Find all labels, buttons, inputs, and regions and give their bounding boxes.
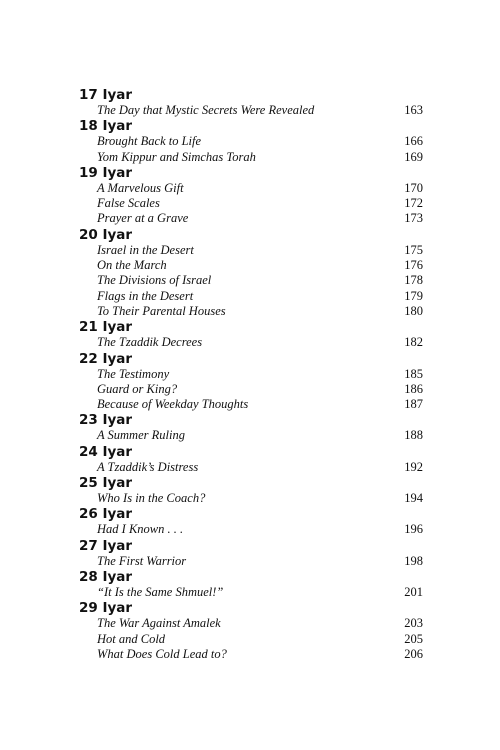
entry-page-number: 185 [404,366,423,381]
toc-entry [79,397,423,412]
entry-page-number: 173 [404,211,423,226]
entry-page-number: 203 [404,616,423,631]
entry-page-number: 192 [404,459,423,474]
entry-page-number: 205 [404,631,423,646]
entry-page-number: 186 [404,381,423,396]
section-heading: 21 Iyar [79,319,133,336]
entry-page-number: 198 [404,553,423,568]
toc-section [79,227,423,319]
toc-section [79,412,423,443]
entry-list [79,460,423,475]
toc-section [79,118,423,165]
toc-section [79,600,423,662]
toc-entry [79,522,423,537]
toc-entry [79,211,423,226]
toc-entry [79,647,423,662]
toc-entry [79,150,423,165]
entry-list [79,335,423,350]
toc-section [79,475,423,506]
entry-title: “It Is the Same Shmuel!” [97,584,224,599]
toc-entry [79,258,423,273]
entry-page-number: 175 [404,242,423,257]
entry-title: Who Is in the Coach? [97,491,206,506]
entry-page-number: 170 [404,180,423,195]
entry-title: Brought Back to Life [97,134,202,149]
entry-page-number: 194 [404,491,423,506]
entry-page-number: 180 [404,303,423,318]
entry-page-number: 188 [404,428,423,443]
toc-section [79,569,423,600]
toc-entry [79,616,423,631]
entry-page-number: 176 [404,258,423,273]
toc-entry [79,134,423,149]
toc-entry [79,243,423,258]
entry-title: On the March [97,258,167,273]
entry-page-number: 206 [404,646,423,661]
toc-entry [79,554,423,569]
toc-entry [79,304,423,319]
toc-entry [79,335,423,350]
entry-page-number: 179 [404,288,423,303]
section-heading: 24 Iyar [79,443,133,460]
section-heading: 22 Iyar [79,350,133,367]
toc-entry [79,181,423,196]
toc-entry [79,103,423,118]
entry-title: A Marvelous Gift [97,180,184,195]
entry-title: Had I Known . . . [97,522,184,537]
entry-title: Because of Weekday Thoughts [97,397,249,412]
entry-page-number: 182 [404,335,423,350]
toc-entry [79,428,423,443]
toc-section [79,165,423,227]
section-heading: 19 Iyar [79,164,133,181]
table-of-contents [79,87,423,662]
entry-title: The Divisions of Israel [97,273,212,288]
toc-section [79,444,423,475]
entry-title: Israel in the Desert [97,242,194,257]
entry-list [79,554,423,569]
toc-entry [79,382,423,397]
entry-title: The Tzaddik Decrees [97,335,203,350]
entry-list [79,616,423,662]
entry-list [79,585,423,600]
toc-section [79,506,423,537]
entry-list [79,491,423,506]
entry-title: The Testimony [97,366,170,381]
entry-page-number: 163 [404,103,423,117]
section-heading: 23 Iyar [79,412,133,429]
entry-list [79,134,423,165]
entry-list [79,103,423,118]
entry-title: Hot and Cold [97,631,166,646]
entry-page-number: 172 [404,196,423,211]
toc-entry [79,273,423,288]
section-heading: 26 Iyar [79,506,133,523]
entry-title: A Summer Ruling [97,428,185,443]
toc-entry [79,585,423,600]
toc-section [79,319,423,350]
entry-page-number: 169 [404,149,423,164]
entry-title: Prayer at a Grave [97,211,189,226]
toc-entry [79,632,423,647]
toc-entry [79,289,423,304]
entry-title: The War Against Amalek [97,616,221,631]
entry-title: The First Warrior [97,553,187,568]
toc-entry [79,460,423,475]
section-heading: 27 Iyar [79,537,133,554]
entry-title: A Tzaddik’s Distress [97,459,199,474]
entry-title: The Day that Mystic Secrets Were Revealed [97,103,315,117]
section-heading: 18 Iyar [79,118,133,135]
toc-entry [79,491,423,506]
toc-section [79,351,423,413]
section-heading: 29 Iyar [79,600,133,617]
entry-title: To Their Parental Houses [97,303,226,318]
entry-list [79,522,423,537]
section-heading: 20 Iyar [79,226,133,243]
toc-section [79,87,423,118]
entry-page-number: 166 [404,134,423,149]
entry-list [79,181,423,227]
entry-page-number: 201 [404,584,423,599]
section-heading: 25 Iyar [79,475,133,492]
section-heading: 28 Iyar [79,568,133,585]
entry-title: False Scales [97,196,160,211]
section-heading: 17 Iyar [79,87,133,103]
toc-entry [79,367,423,382]
entry-title: Flags in the Desert [97,288,194,303]
entry-title: Guard or King? [97,381,178,396]
entry-list [79,428,423,443]
entry-page-number: 196 [404,522,423,537]
entry-page-number: 178 [404,273,423,288]
entry-page-number: 187 [404,397,423,412]
entry-title: What Does Cold Lead to? [97,646,227,661]
toc-entry [79,196,423,211]
entry-list [79,367,423,413]
toc-section [79,538,423,569]
entry-title: Yom Kippur and Simchas Torah [97,149,256,164]
entry-list [79,243,423,319]
